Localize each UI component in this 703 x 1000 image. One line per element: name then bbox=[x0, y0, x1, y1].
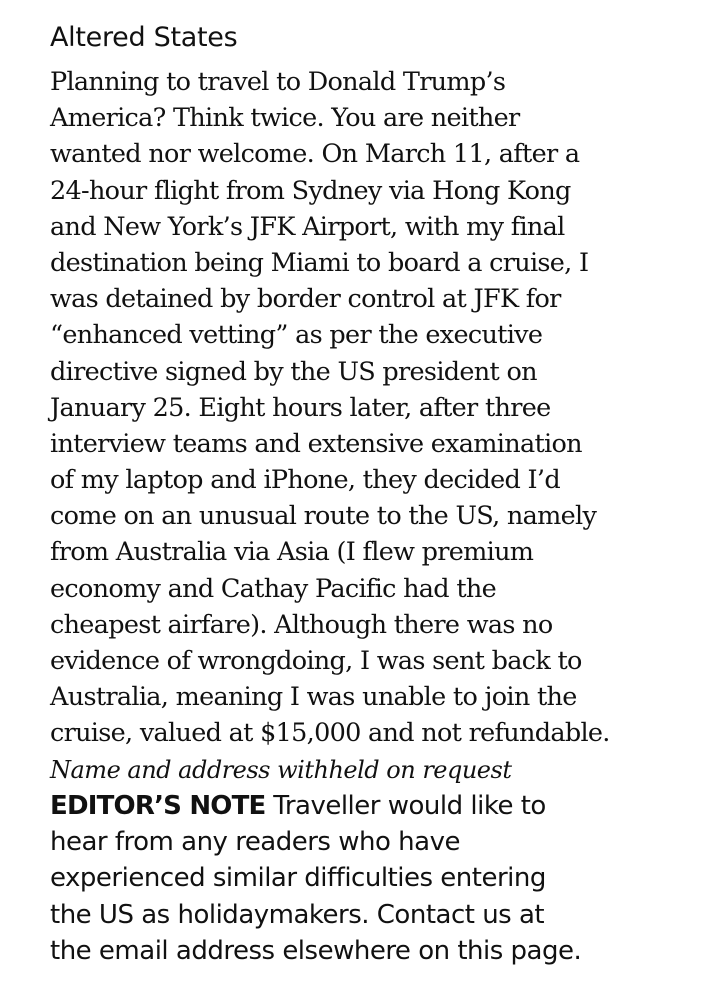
editors-note bbox=[50, 788, 690, 970]
letter-body-line: cheapest airfare). Although there was no bbox=[50, 609, 553, 640]
letter-body-line: “enhanced vetting” as per the executive bbox=[50, 320, 543, 351]
letter-signoff: Name and address withheld on request bbox=[50, 755, 512, 784]
letter-heading: Altered States bbox=[50, 22, 238, 53]
editors-note-first-line-text: Traveller would like to bbox=[265, 790, 546, 821]
editors-note-line: experienced similar difficulties entering bbox=[50, 863, 546, 894]
editors-note-label: EDITOR’S NOTE bbox=[50, 790, 266, 821]
letter-article bbox=[50, 20, 690, 970]
letter-body-line: from Australia via Asia (I flew premium bbox=[50, 537, 534, 568]
editors-note-first-line bbox=[50, 788, 690, 824]
letter-body bbox=[50, 64, 690, 752]
letter-body-line: come on an unusual route to the US, namely bbox=[50, 501, 597, 532]
letter-body-line: directive signed by the US president on bbox=[50, 356, 537, 387]
editors-note-line: the US as holidaymakers. Contact us at bbox=[50, 899, 545, 930]
letter-body-line: January 25. Eight hours later, after three bbox=[50, 392, 551, 423]
letter-body-line: 24-hour flight from Sydney via Hong Kong bbox=[50, 175, 571, 206]
letter-body-line: cruise, valued at $15,000 and not refundable. bbox=[50, 718, 610, 749]
letter-body-line: Planning to travel to Donald Trump’s bbox=[50, 67, 506, 97]
letter-body-line: economy and Cathay Pacific had the bbox=[50, 573, 496, 604]
letter-body-line: was detained by border control at JFK for bbox=[50, 284, 561, 315]
editors-note-line: the email address elsewhere on this page. bbox=[50, 936, 582, 967]
letter-body-line: wanted nor welcome. On March 11, after a bbox=[50, 139, 580, 170]
letter-body-line: interview teams and extensive examination bbox=[50, 428, 582, 459]
letter-body-line: destination being Miami to board a cruise, I bbox=[50, 247, 589, 278]
letter-body-line: America? Think twice. You are neither bbox=[50, 103, 520, 134]
editors-note-line: hear from any readers who have bbox=[50, 826, 460, 857]
letter-body-line: evidence of wrongdoing, I was sent back to bbox=[50, 646, 582, 676]
letter-body-line: and New York’s JFK Airport, with my final bbox=[50, 211, 565, 242]
letter-body-line: Australia, meaning I was unable to join the bbox=[50, 682, 577, 713]
letter-body-line: of my laptop and iPhone, they decided I’d bbox=[50, 465, 560, 496]
